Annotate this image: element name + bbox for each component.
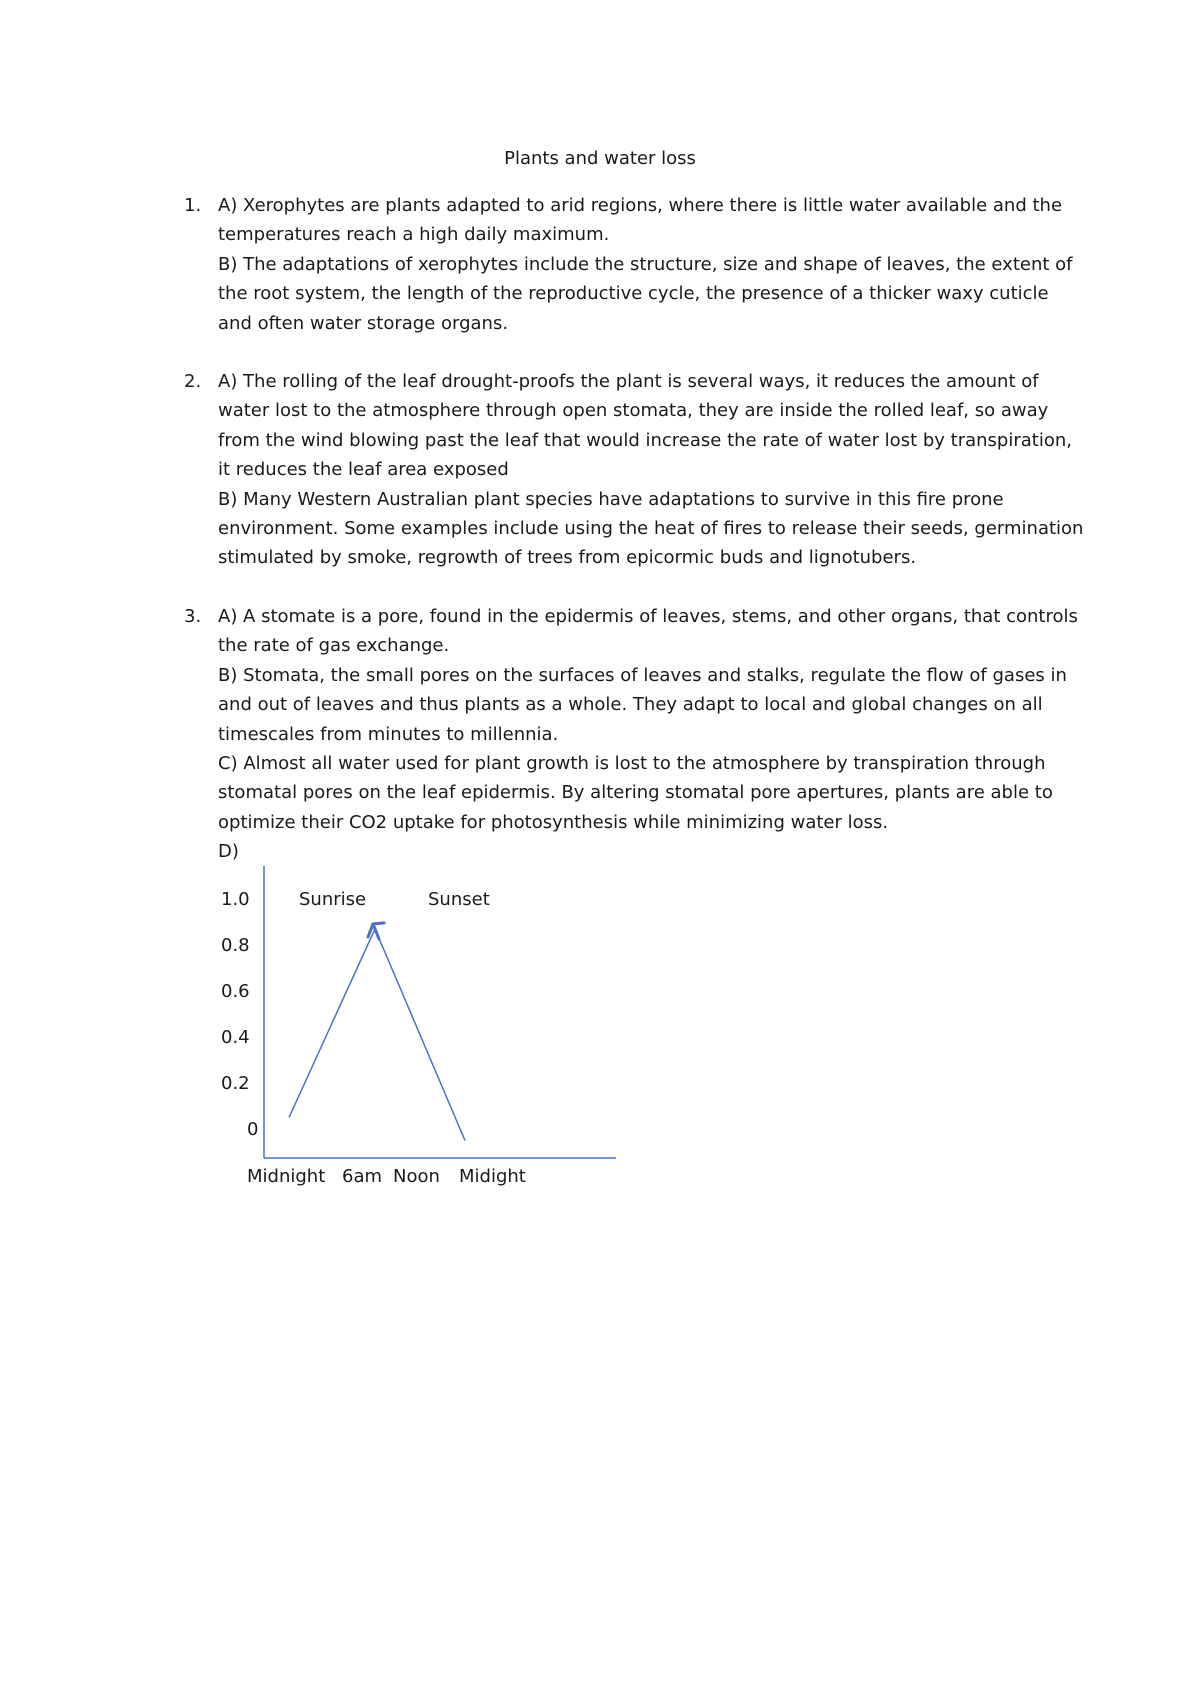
- peak-marker: [368, 923, 384, 939]
- x-tick-label: Noon: [393, 1166, 440, 1187]
- series-line-segment: [375, 929, 465, 1141]
- answer-part-a: A) A stomate is a pore, found in the epidermis of leaves, stems, and other organs, that controls the rate of gas exchange.: [218, 606, 1078, 657]
- question-number: 3.: [184, 606, 202, 627]
- question-2: [184, 367, 1084, 573]
- sunset-annotation: Sunset: [428, 889, 490, 910]
- answer-part-c: C) Almost all water used for plant growth is lost to the atmosphere by transpiration through stomatal pores on the leaf epidermis. By altering stomatal pore apertures, plants are able to optimize their CO2 uptake for photosynthesis while minimizing water loss.: [218, 753, 1053, 833]
- y-tick-label: 0.8: [221, 935, 250, 956]
- answer-part-d: D): [218, 841, 239, 863]
- answer-part-b: B) Many Western Australian plant species have adaptations to survive in this fire prone environment. Some examples include using the heat of fires to release their seeds, germination stimulated by smoke, regrowth of trees from epicormic buds and lignotubers.: [218, 488, 1084, 569]
- series-layer: [289, 923, 465, 1141]
- question-number: 1.: [184, 195, 202, 216]
- series-line-segment: [289, 929, 375, 1118]
- y-tick-label: 0: [247, 1119, 259, 1140]
- answer-part-b: B) The adaptations of xerophytes include the structure, size and shape of leaves, the extent of the root system, the length of the reproductive cycle, the presence of a thicker waxy cuticle and often water storage organs.: [218, 253, 1073, 334]
- answer-part-a: A) The rolling of the leaf drought-proofs the plant is several ways, it reduces the amount of water lost to the atmosphere through open stomata, they are inside the rolled leaf, so away from the wind blowing past the leaf that would increase the rate of water lost by transpiration, it reduces the leaf area exposed: [218, 371, 1072, 481]
- y-tick-label: 1.0: [221, 889, 250, 910]
- x-tick-label: Midnight: [247, 1166, 326, 1187]
- question-3: [184, 602, 1084, 867]
- y-tick-label: 0.2: [221, 1073, 250, 1094]
- answer-part-b: B) Stomata, the small pores on the surfaces of leaves and stalks, regulate the flow of gases in and out of leaves and thus plants as a whole. They adapt to local and global changes on all timescales from minutes to millennia.: [218, 664, 1067, 745]
- question-1: [184, 191, 1084, 338]
- x-tick-label: Midight: [459, 1166, 526, 1187]
- page-title: Plants and water loss: [504, 148, 696, 169]
- y-tick-label: 0.6: [221, 981, 250, 1002]
- y-tick-label: 0.4: [221, 1027, 250, 1048]
- answer-part-a: A) Xerophytes are plants adapted to arid regions, where there is little water available and the temperatures reach a high daily maximum.: [218, 195, 1063, 246]
- x-tick-label: 6am: [342, 1166, 383, 1187]
- question-number: 2.: [184, 371, 202, 392]
- sunrise-annotation: Sunrise: [299, 889, 367, 910]
